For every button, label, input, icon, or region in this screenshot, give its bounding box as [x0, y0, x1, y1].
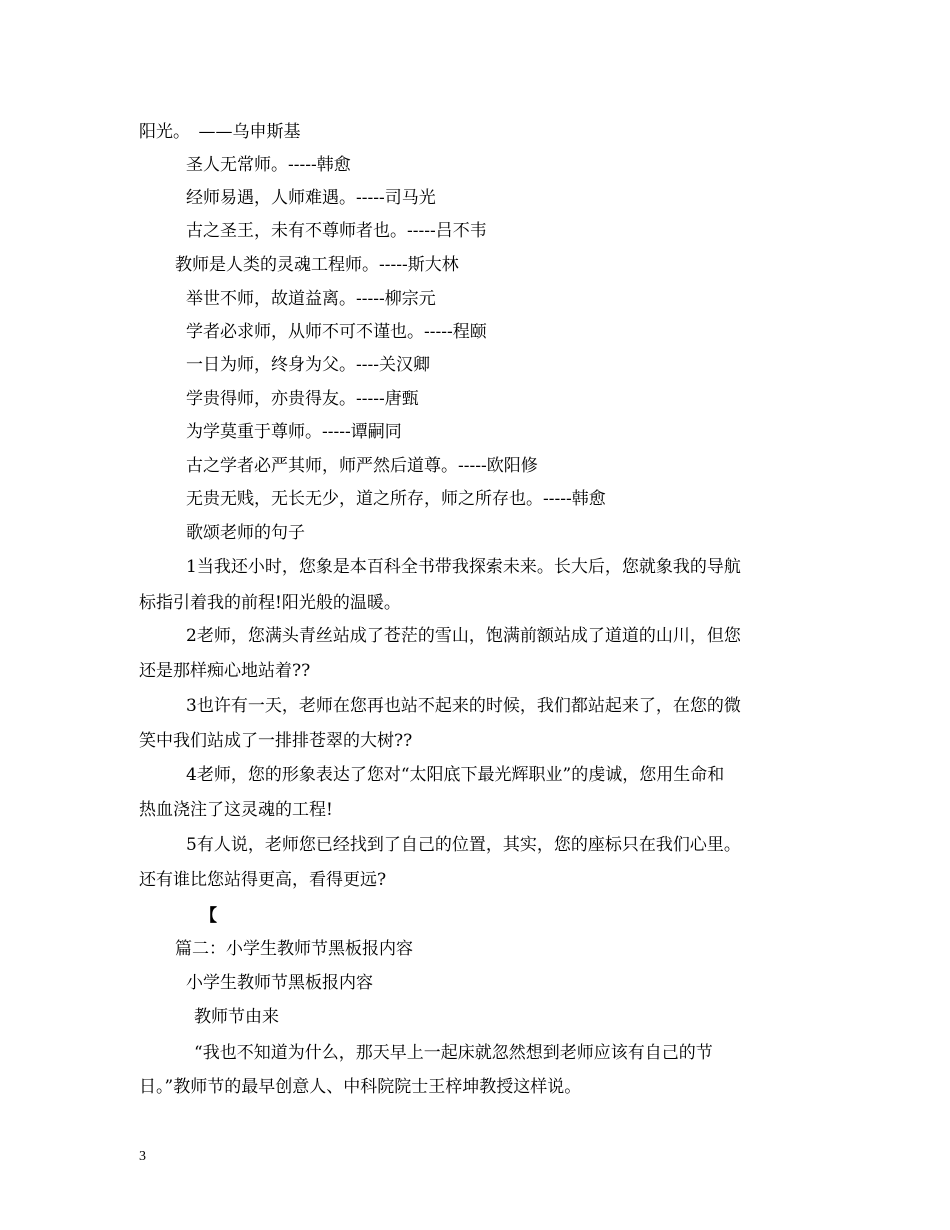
paragraph-line: 还是那样痴心地站着??: [139, 661, 311, 681]
text-line: 古之圣王，未有不尊师者也。-----吕不韦: [186, 221, 487, 241]
paragraph-line: “我也不知道为什么，那天早上一起床就忽然想到老师应该有自己的节: [194, 1043, 713, 1063]
paragraph-line: 还有谁比您站得更高，看得更远?: [139, 870, 387, 890]
subheading: 小学生教师节黑板报内容: [186, 973, 373, 993]
text-line: 圣人无常师。-----韩愈: [186, 155, 351, 175]
bracket-mark: 【: [200, 906, 217, 926]
text-line: 无贵无贱，无长无少，道之所存，师之所存也。-----韩愈: [186, 489, 606, 509]
paragraph-line: 笑中我们站成了一排排苍翠的大树??: [139, 731, 413, 751]
text-line: 一日为师，终身为父。----关汉卿: [186, 355, 430, 375]
paragraph-line: 1当我还小时，您象是本百科全书带我探索未来。长大后，您就象我的导航: [186, 557, 741, 577]
text-line: 阳光。 ——乌申斯基: [139, 122, 301, 142]
paragraph-line: 3也许有一天，老师在您再也站不起来的时候，我们都站起来了，在您的微: [186, 696, 741, 716]
text-line: 学者必求师，从师不可不谨也。-----程颐: [186, 322, 487, 342]
subheading: 教师节由来: [194, 1007, 279, 1027]
text-line: 教师是人类的灵魂工程师。-----斯大林: [175, 255, 459, 275]
paragraph-line: 2老师，您满头青丝站成了苍茫的雪山，饱满前额站成了道道的山川，但您: [186, 626, 741, 646]
section-heading: 歌颂老师的句子: [186, 523, 305, 543]
text-line: 古之学者必严其师，师严然后道尊。-----欧阳修: [186, 456, 538, 476]
text-line: 经师易遇，人师难遇。-----司马光: [186, 188, 436, 208]
paragraph-line: 标指引着我的前程!阳光般的温暖。: [139, 593, 401, 613]
text-line: 学贵得师，亦贵得友。-----唐甄: [186, 389, 419, 409]
text-line: 举世不师，故道益离。-----柳宗元: [186, 289, 436, 309]
chapter-heading: 篇二：小学生教师节黑板报内容: [175, 939, 413, 959]
paragraph-line: 5有人说，老师您已经找到了自己的位置，其实，您的座标只在我们心里。: [186, 835, 741, 855]
paragraph-line: 4老师，您的形象表达了您对“太阳底下最光辉职业”的虔诚，您用生命和: [186, 765, 725, 785]
page-number: 3: [139, 1149, 146, 1164]
paragraph-line: 热血浇注了这灵魂的工程!: [139, 800, 333, 820]
text-line: 为学莫重于尊师。-----谭嗣同: [186, 422, 402, 442]
paragraph-line: 日。”教师节的最早创意人、中科院院士王梓坤教授这样说。: [139, 1077, 582, 1097]
